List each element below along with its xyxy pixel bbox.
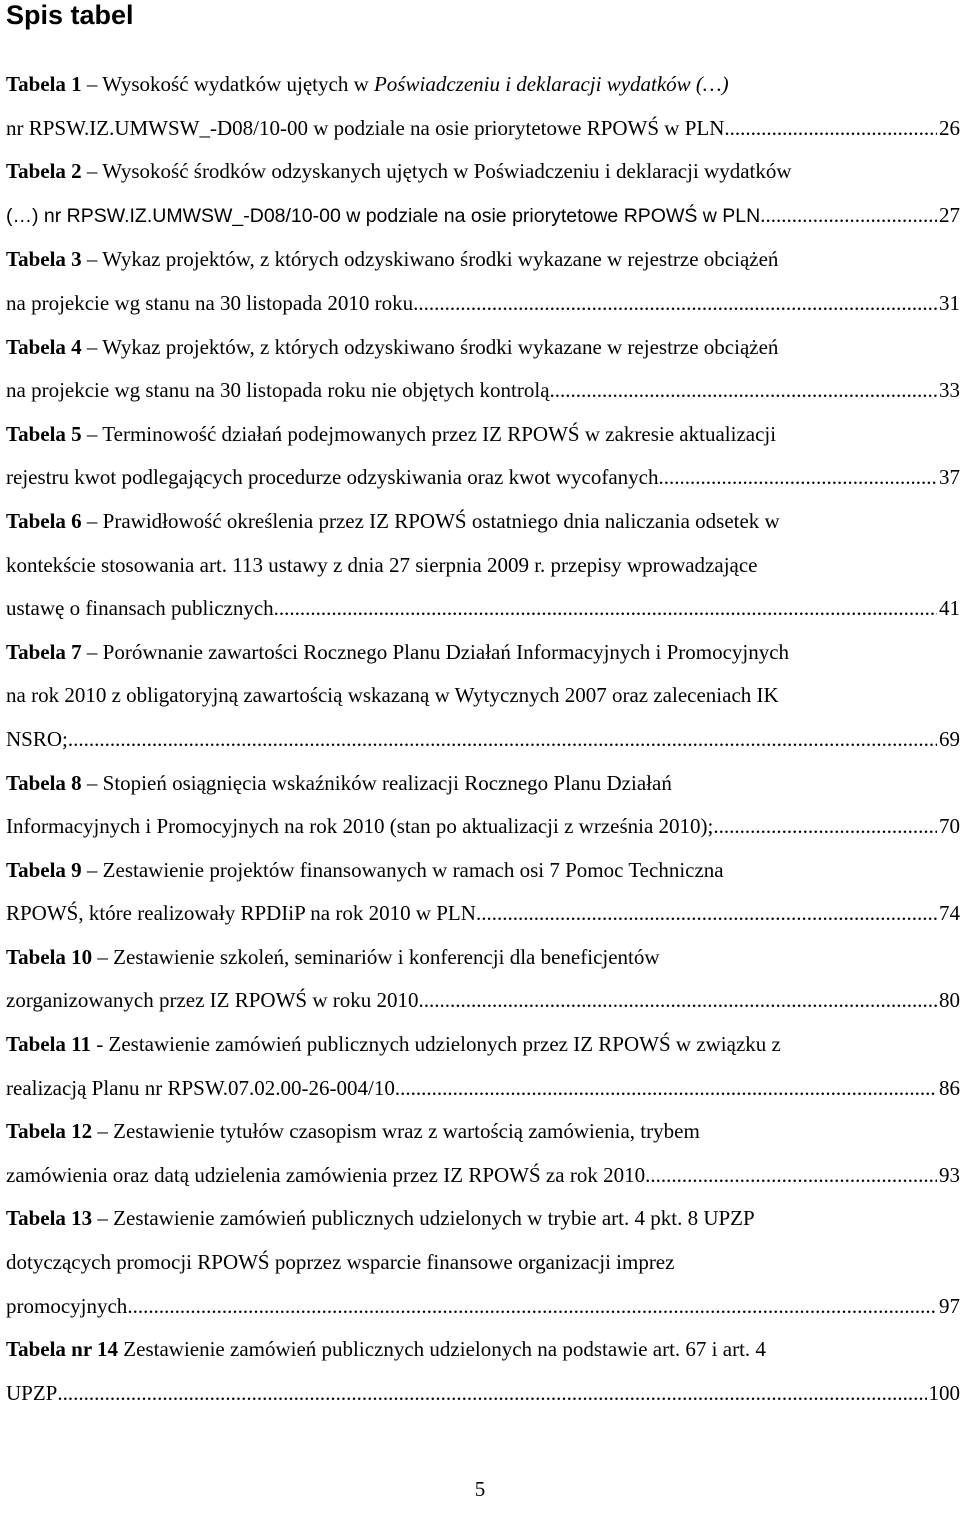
- toc-entry[interactable]: [6, 1023, 960, 1110]
- toc-entry[interactable]: [6, 631, 960, 762]
- toc-entry-title-end: realizacją Planu nr RPSW.07.02.00-26-004/10: [6, 1075, 395, 1100]
- toc-entry-title: – Wysokość środków odzyskanych ujętych w Poświadczeniu i deklaracji wydatków: [81, 159, 792, 184]
- toc-entry-title: – Stopień osiągnięcia wskaźników realizacji Rocznego Planu Działań: [81, 770, 672, 795]
- toc-entry-title: – Zestawienie zamówień publicznych udzielonych w trybie art. 4 pkt. 8 UPZP: [92, 1206, 755, 1231]
- toc-entry-title: – Zestawienie tytułów czasopism wraz z wartością zamówienia, trybem: [92, 1119, 700, 1144]
- toc-entry-label: Tabela 1: [6, 72, 82, 96]
- toc-entry[interactable]: [6, 150, 960, 238]
- toc-entry-first-line: [6, 326, 960, 370]
- toc-entry-label: Tabela 10: [6, 944, 93, 969]
- toc-entry-last-line: [6, 456, 960, 500]
- toc-entry-label: Tabela 4: [6, 334, 82, 359]
- toc-entry-page: 31: [939, 290, 960, 315]
- toc-entry-last-line: [6, 1372, 960, 1416]
- toc-entry-page: 69: [939, 726, 960, 751]
- toc-entry-first-line: [6, 936, 960, 980]
- toc-entry-title-end: RPOWŚ, które realizowały RPDIiP na rok 2010 w PLN: [6, 901, 476, 926]
- toc-entry-title-end: ustawę o finansach publicznych: [6, 596, 274, 621]
- toc-entry-title: – Wykaz projektów, z których odzyskiwano środki wykazane w rejestrze obciążeń: [81, 334, 779, 359]
- toc-entry-first-line: [6, 150, 960, 194]
- toc-entry-page: 33: [939, 378, 960, 403]
- toc-entry-title-end: nr RPSW.IZ.UMWSW_-D08/10-00 w podziale na osie priorytetowe RPOWŚ w PLN: [6, 115, 725, 140]
- dot-leader: [413, 282, 937, 326]
- toc-entry-page: 27: [939, 202, 960, 227]
- toc-entry-title-end: rejestru kwot podlegających procedurze odzyskiwania oraz kwot wycofanych: [6, 465, 659, 490]
- toc-entry-page: 80: [939, 988, 960, 1013]
- toc-entry-middle-line: kontekście stosowania art. 113 ustawy z dnia 27 sierpnia 2009 r. przepisy wprowadzające: [6, 552, 758, 577]
- toc-entry-title: – Wykaz projektów, z których odzyskiwano środki wykazane w rejestrze obciążeń: [81, 247, 779, 272]
- toc-entry-last-line: [6, 805, 960, 849]
- toc-entry[interactable]: [6, 936, 960, 1023]
- dot-leader: [645, 1154, 937, 1198]
- toc-entry-label: Tabela 6: [6, 508, 82, 533]
- dot-leader: [68, 718, 937, 762]
- toc-entry-label: Tabela 9: [6, 857, 82, 882]
- toc-entry-title-end: (…) nr RPSW.IZ.UMWSW_-D08/10-00 w podziale na osie priorytetowe RPOWŚ w PLN: [6, 204, 761, 227]
- toc-entry-label: Tabela 3: [6, 247, 82, 272]
- toc-entry-title-end: NSRO;: [6, 726, 68, 751]
- dot-leader: [424, 979, 937, 1023]
- toc-entry-last-line: [6, 369, 960, 413]
- toc-entry-label: Tabela 5: [6, 421, 82, 446]
- toc-entry-page: 70: [939, 814, 960, 839]
- toc-entry-first-line: [6, 63, 960, 107]
- toc-entry-title-end: na projekcie wg stanu na 30 listopada 2010 roku: [6, 290, 414, 315]
- toc-entry-first-line: [6, 1023, 960, 1067]
- dot-leader: [760, 194, 937, 238]
- toc-entry[interactable]: [6, 849, 960, 936]
- toc-entry-page: 37: [939, 465, 960, 490]
- toc-entry-label: Tabela 13: [6, 1206, 93, 1231]
- dot-leader: [476, 892, 937, 936]
- toc-entry-title: - Zestawienie zamówień publicznych udzielonych przez IZ RPOWŚ w związku z: [91, 1032, 781, 1057]
- toc-entry-first-line: [6, 1197, 960, 1241]
- page-title: Spis tabel: [6, 0, 134, 30]
- toc-entry[interactable]: [6, 326, 960, 413]
- toc-entry-middle-line: dotyczących promocji RPOWŚ poprzez wsparcie finansowe organizacji imprez: [6, 1250, 675, 1275]
- toc-entry-title: – Porównanie zawartości Rocznego Planu Działań Informacyjnych i Promocyjnych: [81, 639, 790, 664]
- toc-entry-first-line: [6, 238, 960, 282]
- toc-entry-title-end: Informacyjnych i Promocyjnych na rok 2010 (stan po aktualizacji z września 2010);: [6, 814, 714, 839]
- table-of-tables: [6, 63, 960, 1415]
- toc-entry-first-line: [6, 762, 960, 806]
- dot-leader: [555, 369, 937, 413]
- toc-entry[interactable]: [6, 500, 960, 631]
- dot-leader: [57, 1372, 926, 1416]
- toc-entry-title-end: zamówienia oraz datą udzielenia zamówienia przez IZ RPOWŚ za rok 2010: [6, 1162, 646, 1187]
- toc-entry[interactable]: [6, 413, 960, 500]
- toc-entry-page: 97: [939, 1293, 960, 1318]
- toc-entry-middle-line: na rok 2010 z obligatoryjną zawartością wskazaną w Wytycznych 2007 oraz zaleceniach IK: [6, 683, 779, 708]
- toc-entry-page: 26: [939, 115, 960, 140]
- toc-entry-title-end: promocyjnych: [6, 1293, 128, 1318]
- toc-entry-page: 93: [939, 1162, 960, 1187]
- toc-entry[interactable]: [6, 1328, 960, 1415]
- toc-entry[interactable]: [6, 1197, 960, 1328]
- toc-entry-first-line: [6, 631, 960, 675]
- toc-entry-page: 74: [939, 901, 960, 926]
- toc-entry-title: – Prawidłowość określenia przez IZ RPOWŚ ostatniego dnia naliczania odsetek w: [81, 508, 780, 533]
- toc-entry-first-line: [6, 1328, 960, 1372]
- toc-entry-last-line: [6, 892, 960, 936]
- dot-leader: [395, 1067, 937, 1111]
- toc-entry-title-end: UPZP: [6, 1380, 58, 1405]
- toc-entry-label: Tabela 12: [6, 1119, 93, 1144]
- toc-entry-label: Tabela nr 14: [6, 1337, 119, 1362]
- toc-entry-last-line: [6, 194, 960, 239]
- toc-entry-page: 41: [939, 596, 960, 621]
- toc-entry-last-line: [6, 979, 960, 1023]
- toc-entry[interactable]: [6, 762, 960, 849]
- toc-entry-label: Tabela 11: [6, 1032, 92, 1057]
- toc-entry[interactable]: [6, 1110, 960, 1197]
- dot-leader: [659, 456, 938, 500]
- toc-entry-title: – Zestawienie projektów finansowanych w ramach osi 7 Pomoc Techniczna: [81, 857, 724, 882]
- toc-entry-first-line: [6, 413, 960, 457]
- toc-entry-title-end: zorganizowanych przez IZ RPOWŚ w roku 2010.: [6, 988, 424, 1013]
- toc-entry-first-line: [6, 1110, 960, 1154]
- toc-entry-last-line: [6, 1067, 960, 1111]
- toc-entry-title: – Zestawienie szkoleń, seminariów i konferencji dla beneficjentów: [92, 944, 660, 969]
- toc-entry[interactable]: [6, 63, 960, 150]
- toc-entry-last-line: [6, 107, 960, 151]
- dot-leader: [274, 587, 937, 631]
- toc-entry-title-end: na projekcie wg stanu na 30 listopada roku nie objętych kontrolą.: [6, 378, 555, 403]
- toc-entry-first-line: [6, 500, 960, 544]
- toc-entry[interactable]: [6, 238, 960, 325]
- page-number: 5: [474, 1477, 486, 1501]
- dot-leader: [713, 805, 937, 849]
- toc-entry-last-line: [6, 587, 960, 631]
- toc-entry-label: Tabela 2: [6, 159, 82, 184]
- dot-leader: [724, 107, 937, 151]
- toc-entry-page: 86: [939, 1075, 960, 1100]
- toc-entry-title: – Terminowość działań podejmowanych przez IZ RPOWŚ w zakresie aktualizacji: [81, 421, 777, 446]
- toc-entry-last-line: [6, 718, 960, 762]
- toc-entry-title: – Wysokość wydatków ujętych w: [81, 72, 374, 96]
- dot-leader: [127, 1285, 937, 1329]
- toc-entry-label: Tabela 8: [6, 770, 82, 795]
- toc-entry-last-line: [6, 282, 960, 326]
- toc-entry-label: Tabela 7: [6, 639, 82, 664]
- toc-entry-last-line: [6, 1154, 960, 1198]
- toc-entry-page: 100: [928, 1380, 960, 1405]
- toc-entry-last-line: [6, 1285, 960, 1329]
- toc-entry-title: Zestawienie zamówień publicznych udzielonych na podstawie art. 67 i art. 4: [118, 1337, 766, 1362]
- toc-entry-first-line: [6, 849, 960, 893]
- toc-entry-title-italic: Poświadczeniu i deklaracji wydatków (…): [373, 72, 729, 96]
